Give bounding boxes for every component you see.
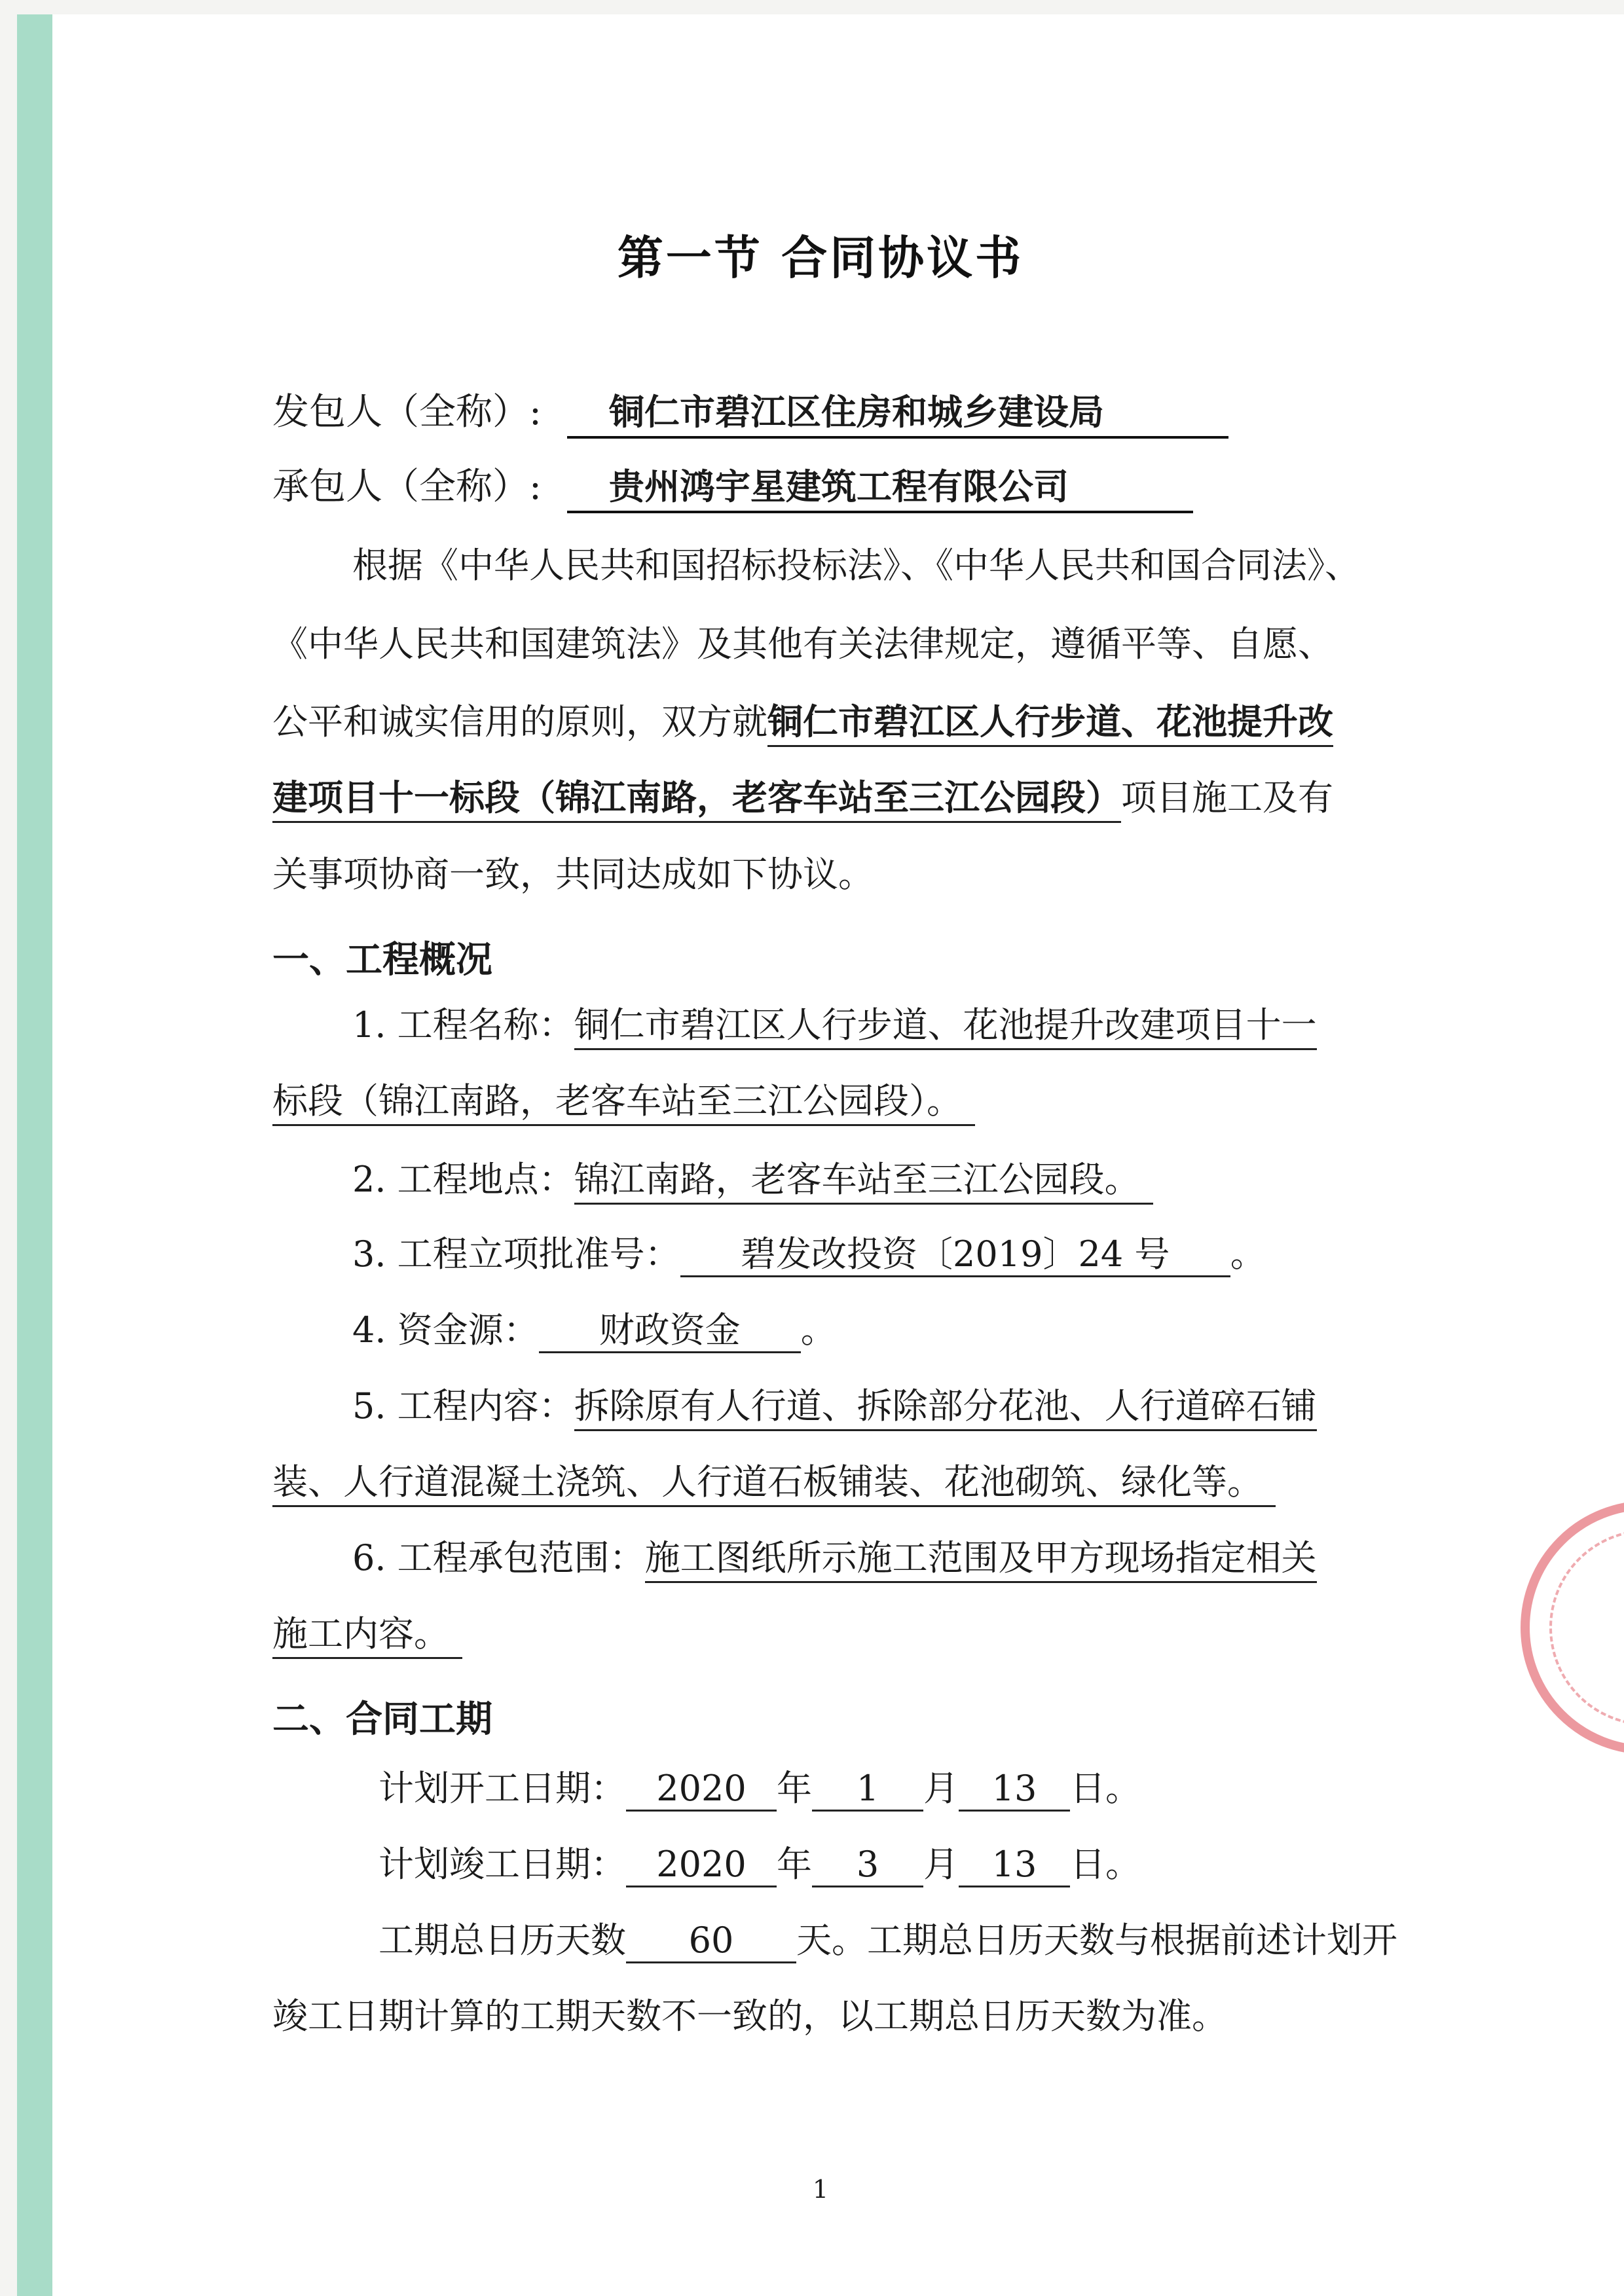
item-6-line-2 — [272, 1614, 462, 1654]
section-2-heading: 二、合同工期 — [272, 1698, 492, 1741]
end-day: 13 — [959, 1845, 1070, 1887]
total-days-label: 工期总日历天数 — [378, 1920, 626, 1961]
total-days-text-a: 天。工期总日历天数与根据前述计划开 — [796, 1920, 1397, 1961]
item-5-line-2 — [272, 1463, 1276, 1502]
employer-line — [272, 393, 1228, 439]
item-1-label: 1. 工程名称： — [352, 1004, 574, 1046]
contractor-label: 承包人（全称）: — [272, 465, 542, 508]
end-year: 2020 — [626, 1845, 777, 1887]
item-2-value: 锦江南路，老客车站至三江公园段。 — [574, 1159, 1153, 1205]
start-day: 13 — [959, 1769, 1070, 1812]
start-month-unit: 月 — [923, 1768, 959, 1809]
item-5-line-1 — [352, 1387, 1317, 1426]
preamble-line-2: 《中华人民共和国建筑法》及其他有关法律规定，遵循平等、自愿、 — [272, 623, 1333, 665]
preamble-line-4 — [272, 778, 1333, 818]
item-1-line-1 — [352, 1006, 1317, 1045]
start-date-label: 计划开工日期： — [378, 1768, 626, 1809]
item-4-end: 。 — [800, 1309, 836, 1351]
contractor-name: 贵州鸿宇星建筑工程有限公司 — [567, 467, 1193, 513]
project-name-part-2: 建项目十一标段（锦江南路，老客车站至三江公园段） — [272, 776, 1121, 823]
preamble-line-5: 关事项协商一致，共同达成如下协议。 — [272, 854, 874, 895]
item-4-line — [352, 1311, 836, 1353]
end-month: 3 — [812, 1845, 923, 1887]
item-6-value-a: 施工图纸所示施工范围及甲方现场指定相关 — [645, 1537, 1317, 1583]
item-1-value-b: 标段（锦江南路，老客车站至三江公园段）。 — [272, 1080, 975, 1126]
item-3-value: 碧发改投资〔2019〕24 号 — [680, 1235, 1230, 1277]
item-3-label: 3. 工程立项批准号： — [352, 1233, 680, 1275]
item-6-label: 6. 工程承包范围： — [352, 1537, 645, 1578]
employer-label: 发包人（全称）: — [272, 391, 542, 433]
item-5-label: 5. 工程内容： — [352, 1385, 574, 1427]
start-day-unit: 日。 — [1070, 1768, 1141, 1809]
item-6-value-b: 施工内容。 — [272, 1613, 462, 1659]
item-6-line-1 — [352, 1539, 1317, 1578]
total-days-value: 60 — [626, 1921, 796, 1963]
item-3-end: 。 — [1230, 1233, 1266, 1275]
start-month: 1 — [812, 1769, 923, 1812]
item-2-line — [352, 1160, 1153, 1199]
item-5-value-b: 装、人行道混凝土浇筑、人行道石板铺装、花池砌筑、绿化等。 — [272, 1461, 1276, 1507]
section-1-heading: 一、工程概况 — [272, 939, 492, 981]
end-date-line — [378, 1845, 1141, 1887]
start-year: 2020 — [626, 1769, 777, 1812]
document-page — [17, 14, 1624, 2296]
item-2-label: 2. 工程地点： — [352, 1159, 574, 1200]
item-3-line — [352, 1235, 1266, 1277]
end-date-label: 计划竣工日期： — [378, 1844, 626, 1885]
project-name-part-1: 铜仁市碧江区人行步道、花池提升改 — [767, 701, 1333, 747]
item-4-label: 4. 资金源： — [352, 1309, 539, 1351]
end-month-unit: 月 — [923, 1844, 959, 1885]
total-days-line-2: 竣工日期计算的工期天数不一致的，以工期总日历天数为准。 — [272, 1995, 1227, 2037]
preamble-line-1: 根据《中华人民共和国招标投标法》、《中华人民共和国合同法》、 — [352, 545, 1360, 586]
page-title: 第一节 合同协议书 — [617, 231, 1024, 285]
employer-name: 铜仁市碧江区住房和城乡建设局 — [567, 393, 1228, 439]
item-1-value-a: 铜仁市碧江区人行步道、花池提升改建项目十一 — [574, 1004, 1317, 1050]
page-number: 1 — [812, 2175, 829, 2204]
preamble-line-4-text: 项目施工及有 — [1121, 777, 1333, 818]
item-4-value: 财政资金 — [539, 1311, 801, 1353]
item-5-value-a: 拆除原有人行道、拆除部分花池、人行道碎石铺 — [574, 1385, 1317, 1431]
preamble-line-3-text: 公平和诚实信用的原则，双方就 — [272, 701, 767, 742]
document-content — [17, 14, 1624, 2296]
start-year-unit: 年 — [777, 1768, 812, 1809]
start-date-line — [378, 1769, 1141, 1812]
end-day-unit: 日。 — [1070, 1844, 1141, 1885]
preamble-line-3 — [272, 702, 1333, 742]
end-year-unit: 年 — [777, 1844, 812, 1885]
item-1-line-2 — [272, 1082, 975, 1121]
contractor-line — [272, 467, 1193, 513]
total-days-line-1 — [378, 1921, 1397, 1963]
